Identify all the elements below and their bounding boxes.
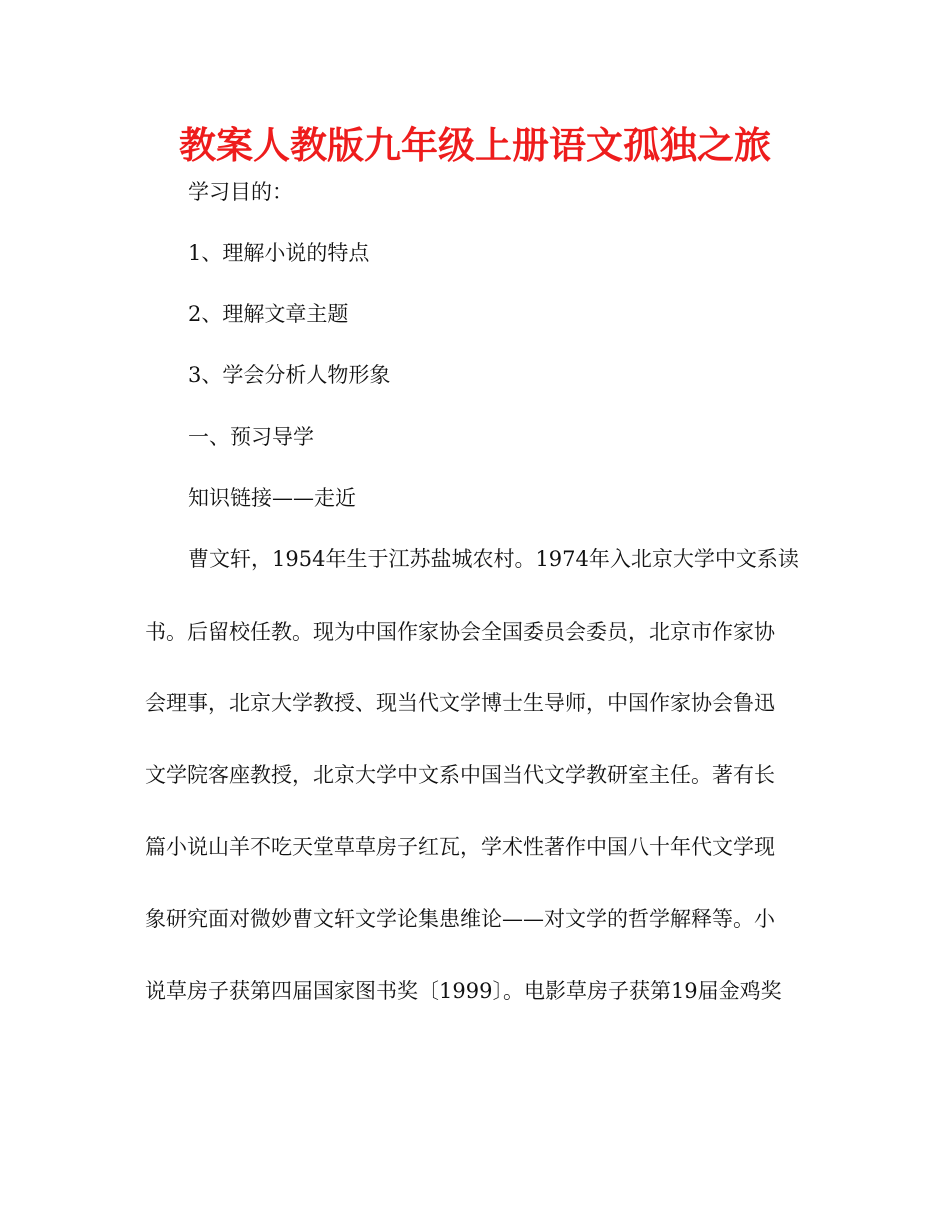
- objectives-heading: 学习目的：: [188, 180, 293, 204]
- body-line-6: 象研究面对微妙曹文轩文学论集患维论——对文学的哲学解释等。小: [145, 907, 775, 931]
- body-line-7: 说草房子获第四届国家图书奖〔1999〕。电影草房子获第19届金鸡奖: [145, 979, 782, 1003]
- body-line-2: 书。后留校任教。现为中国作家协会全国委员会委员，北京市作家协: [145, 620, 775, 644]
- document-title: 教案人教版九年级上册语文孤独之旅: [179, 124, 771, 167]
- body-line-3: 会理事，北京大学教授、现当代文学博士生导师，中国作家协会鲁迅: [145, 691, 775, 715]
- section-heading: 一、预习导学: [188, 425, 314, 449]
- body-line-5: 篇小说山羊不吃天堂草草房子红瓦，学术性著作中国八十年代文学现: [145, 835, 775, 859]
- body-line-4: 文学院客座教授，北京大学中文系中国当代文学教研室主任。著有长: [145, 763, 775, 787]
- objective-item-2: 2、理解文章主题: [188, 302, 349, 326]
- body-line-1: 曹文轩，1954年生于江苏盐城农村。1974年入北京大学中文系读: [188, 547, 799, 571]
- objective-item-1: 1、理解小说的特点: [188, 241, 370, 265]
- objective-item-3: 3、学会分析人物形象: [188, 363, 391, 387]
- knowledge-link-heading: 知识链接——走近: [188, 486, 356, 510]
